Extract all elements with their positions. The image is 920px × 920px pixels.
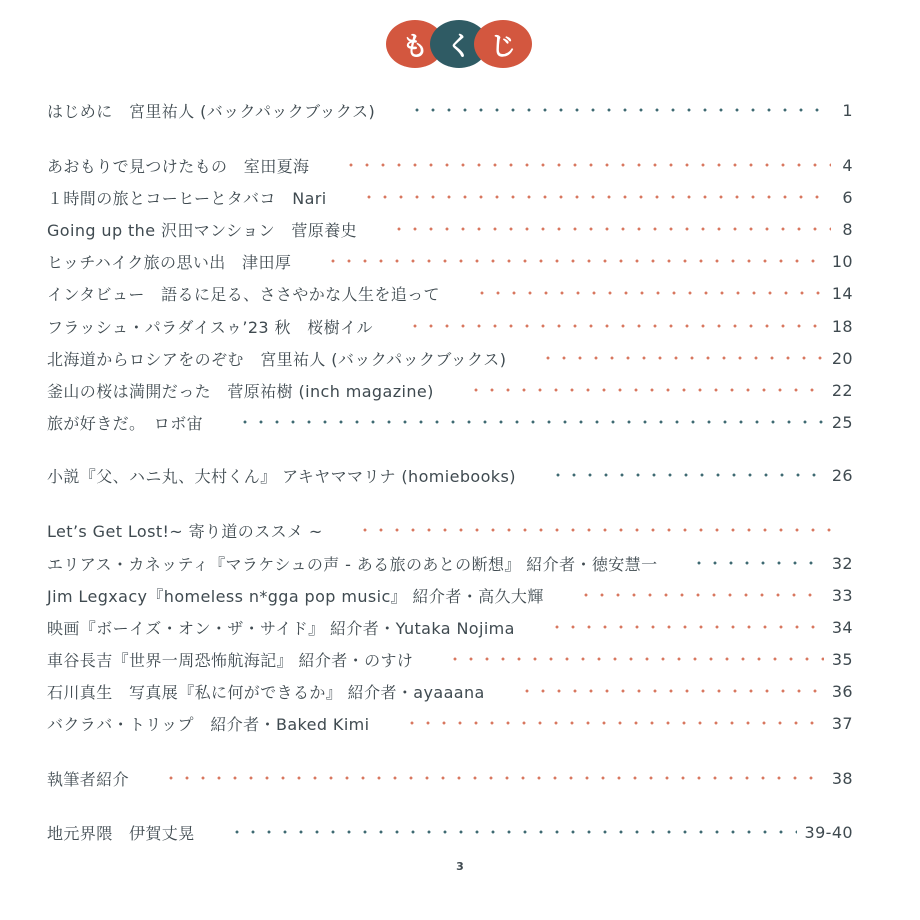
toc-title bbox=[0, 20, 920, 70]
toc-entry-title: Going up the 沢田マンション 菅原養史 bbox=[47, 220, 358, 240]
toc-entry-page: 4 bbox=[842, 155, 853, 175]
toc-entry bbox=[47, 152, 853, 178]
dot-leader bbox=[163, 776, 824, 780]
toc-entry bbox=[47, 582, 853, 608]
toc-entry-title: Jim Legxacy『homeless n*gga pop music』 紹介者・高久大輝 bbox=[47, 586, 544, 606]
toc-entry bbox=[47, 710, 853, 736]
toc-entry-local bbox=[47, 819, 853, 845]
toc-entry-title: フラッシュ・パラダイスゥ’23 秋 桜樹イル bbox=[47, 317, 373, 337]
toc-entry-page: 32 bbox=[831, 553, 853, 573]
toc-entry-page: 34 bbox=[831, 617, 853, 637]
toc-entry-page: 10 bbox=[831, 251, 853, 271]
toc-entry-title: 映画『ボーイズ・オン・ザ・サイド』 紹介者・Yutaka Nojima bbox=[47, 618, 515, 638]
toc-entry-title: バクラバ・トリップ 紹介者・Baked Kimi bbox=[47, 714, 370, 734]
toc-entry-page: 26 bbox=[831, 465, 853, 485]
toc-entry-page: 22 bbox=[831, 380, 853, 400]
toc-entry-novel bbox=[47, 462, 853, 488]
toc-entry-title: 北海道からロシアをのぞむ 宮里祐人 (バックパックブックス) bbox=[47, 349, 507, 369]
dot-leader bbox=[391, 227, 831, 231]
toc-entry-title: はじめに 宮里祐人 (バックパックブックス) bbox=[47, 101, 376, 121]
title-char-ji: じ bbox=[474, 20, 532, 68]
toc-entry bbox=[47, 550, 853, 576]
dot-leader bbox=[229, 830, 797, 834]
toc-entry-page: 38 bbox=[831, 768, 853, 788]
toc-entry-page: 8 bbox=[842, 219, 853, 239]
dot-leader bbox=[325, 259, 824, 263]
toc-entry-title: インタビュー 語るに足る、ささやかな人生を追って bbox=[47, 284, 440, 304]
toc-entry bbox=[47, 280, 853, 306]
toc-entry-title: 地元界隈 伊賀丈晃 bbox=[47, 823, 195, 843]
dot-leader bbox=[550, 473, 824, 477]
toc-entry-title: Let’s Get Lost!~ 寄り道のススメ ~ bbox=[47, 521, 323, 541]
toc-entry-page: 25 bbox=[831, 412, 853, 432]
toc-entry-page: 39-40 bbox=[804, 822, 853, 842]
toc-entry bbox=[47, 345, 853, 371]
toc-entry-page: 1 bbox=[842, 100, 853, 120]
toc-entry-page: 37 bbox=[831, 713, 853, 733]
page-number: 3 bbox=[456, 860, 464, 873]
toc-entry bbox=[47, 646, 853, 672]
toc-entry-page: 6 bbox=[842, 187, 853, 207]
toc-entry-title: １時間の旅とコーヒーとタバコ Nari bbox=[47, 188, 327, 208]
toc-entry-introduction bbox=[47, 97, 853, 123]
toc-entry-contributors bbox=[47, 765, 853, 791]
toc-entry bbox=[47, 216, 853, 242]
dot-leader bbox=[404, 721, 824, 725]
title-char-mo: も bbox=[386, 20, 444, 68]
dot-leader bbox=[361, 195, 831, 199]
title-char-ku: く bbox=[430, 20, 488, 68]
toc-entry-page: 18 bbox=[831, 316, 853, 336]
dot-leader bbox=[407, 324, 824, 328]
toc-entry-title: 車谷長吉『世界一周恐怖航海記』 紹介者・のすけ bbox=[47, 650, 414, 670]
dot-leader bbox=[409, 108, 831, 112]
toc-entry-page: 33 bbox=[831, 585, 853, 605]
toc-entry bbox=[47, 313, 853, 339]
toc-entry-title: 執筆者紹介 bbox=[47, 769, 130, 789]
toc-entry-title: 釜山の桜は満開だった 菅原祐樹 (inch magazine) bbox=[47, 381, 434, 401]
toc-entry-title: 石川真生 写真展『私に何ができるか』 紹介者・ayaaana bbox=[47, 682, 485, 702]
dot-leader bbox=[447, 657, 824, 661]
toc-entry bbox=[47, 409, 853, 435]
dot-leader bbox=[578, 593, 824, 597]
dot-leader bbox=[519, 689, 824, 693]
toc-entry bbox=[47, 248, 853, 274]
dot-leader bbox=[474, 291, 824, 295]
toc-entry bbox=[47, 678, 853, 704]
toc-entry-page: 20 bbox=[831, 348, 853, 368]
toc-section-heading bbox=[47, 517, 853, 543]
dot-leader bbox=[343, 163, 831, 167]
toc-entry-page: 36 bbox=[831, 681, 853, 701]
toc-entry-page: 14 bbox=[831, 283, 853, 303]
toc-entry-title: 旅が好きだ。 ロボ宙 bbox=[47, 413, 204, 433]
toc-entry-title: 小説『父、ハニ丸、大村くん』 アキヤママリナ (homiebooks) bbox=[47, 466, 516, 486]
toc-entry-title: あおもりで見つけたもの 室田夏海 bbox=[47, 156, 310, 176]
toc-entry bbox=[47, 614, 853, 640]
toc-entry bbox=[47, 377, 853, 403]
dot-leader bbox=[540, 356, 823, 360]
dot-leader bbox=[468, 388, 824, 392]
dot-leader bbox=[357, 528, 831, 532]
dot-leader bbox=[549, 625, 824, 629]
toc-entry-title: ヒッチハイク旅の思い出 津田厚 bbox=[47, 252, 292, 272]
toc-entry-page: 35 bbox=[831, 649, 853, 669]
dot-leader bbox=[237, 420, 824, 424]
toc-entry-title: エリアス・カネッティ『マラケシュの声 - ある旅のあとの断想』 紹介者・徳安慧一 bbox=[47, 554, 658, 574]
dot-leader bbox=[691, 561, 823, 565]
toc-entry bbox=[47, 184, 853, 210]
